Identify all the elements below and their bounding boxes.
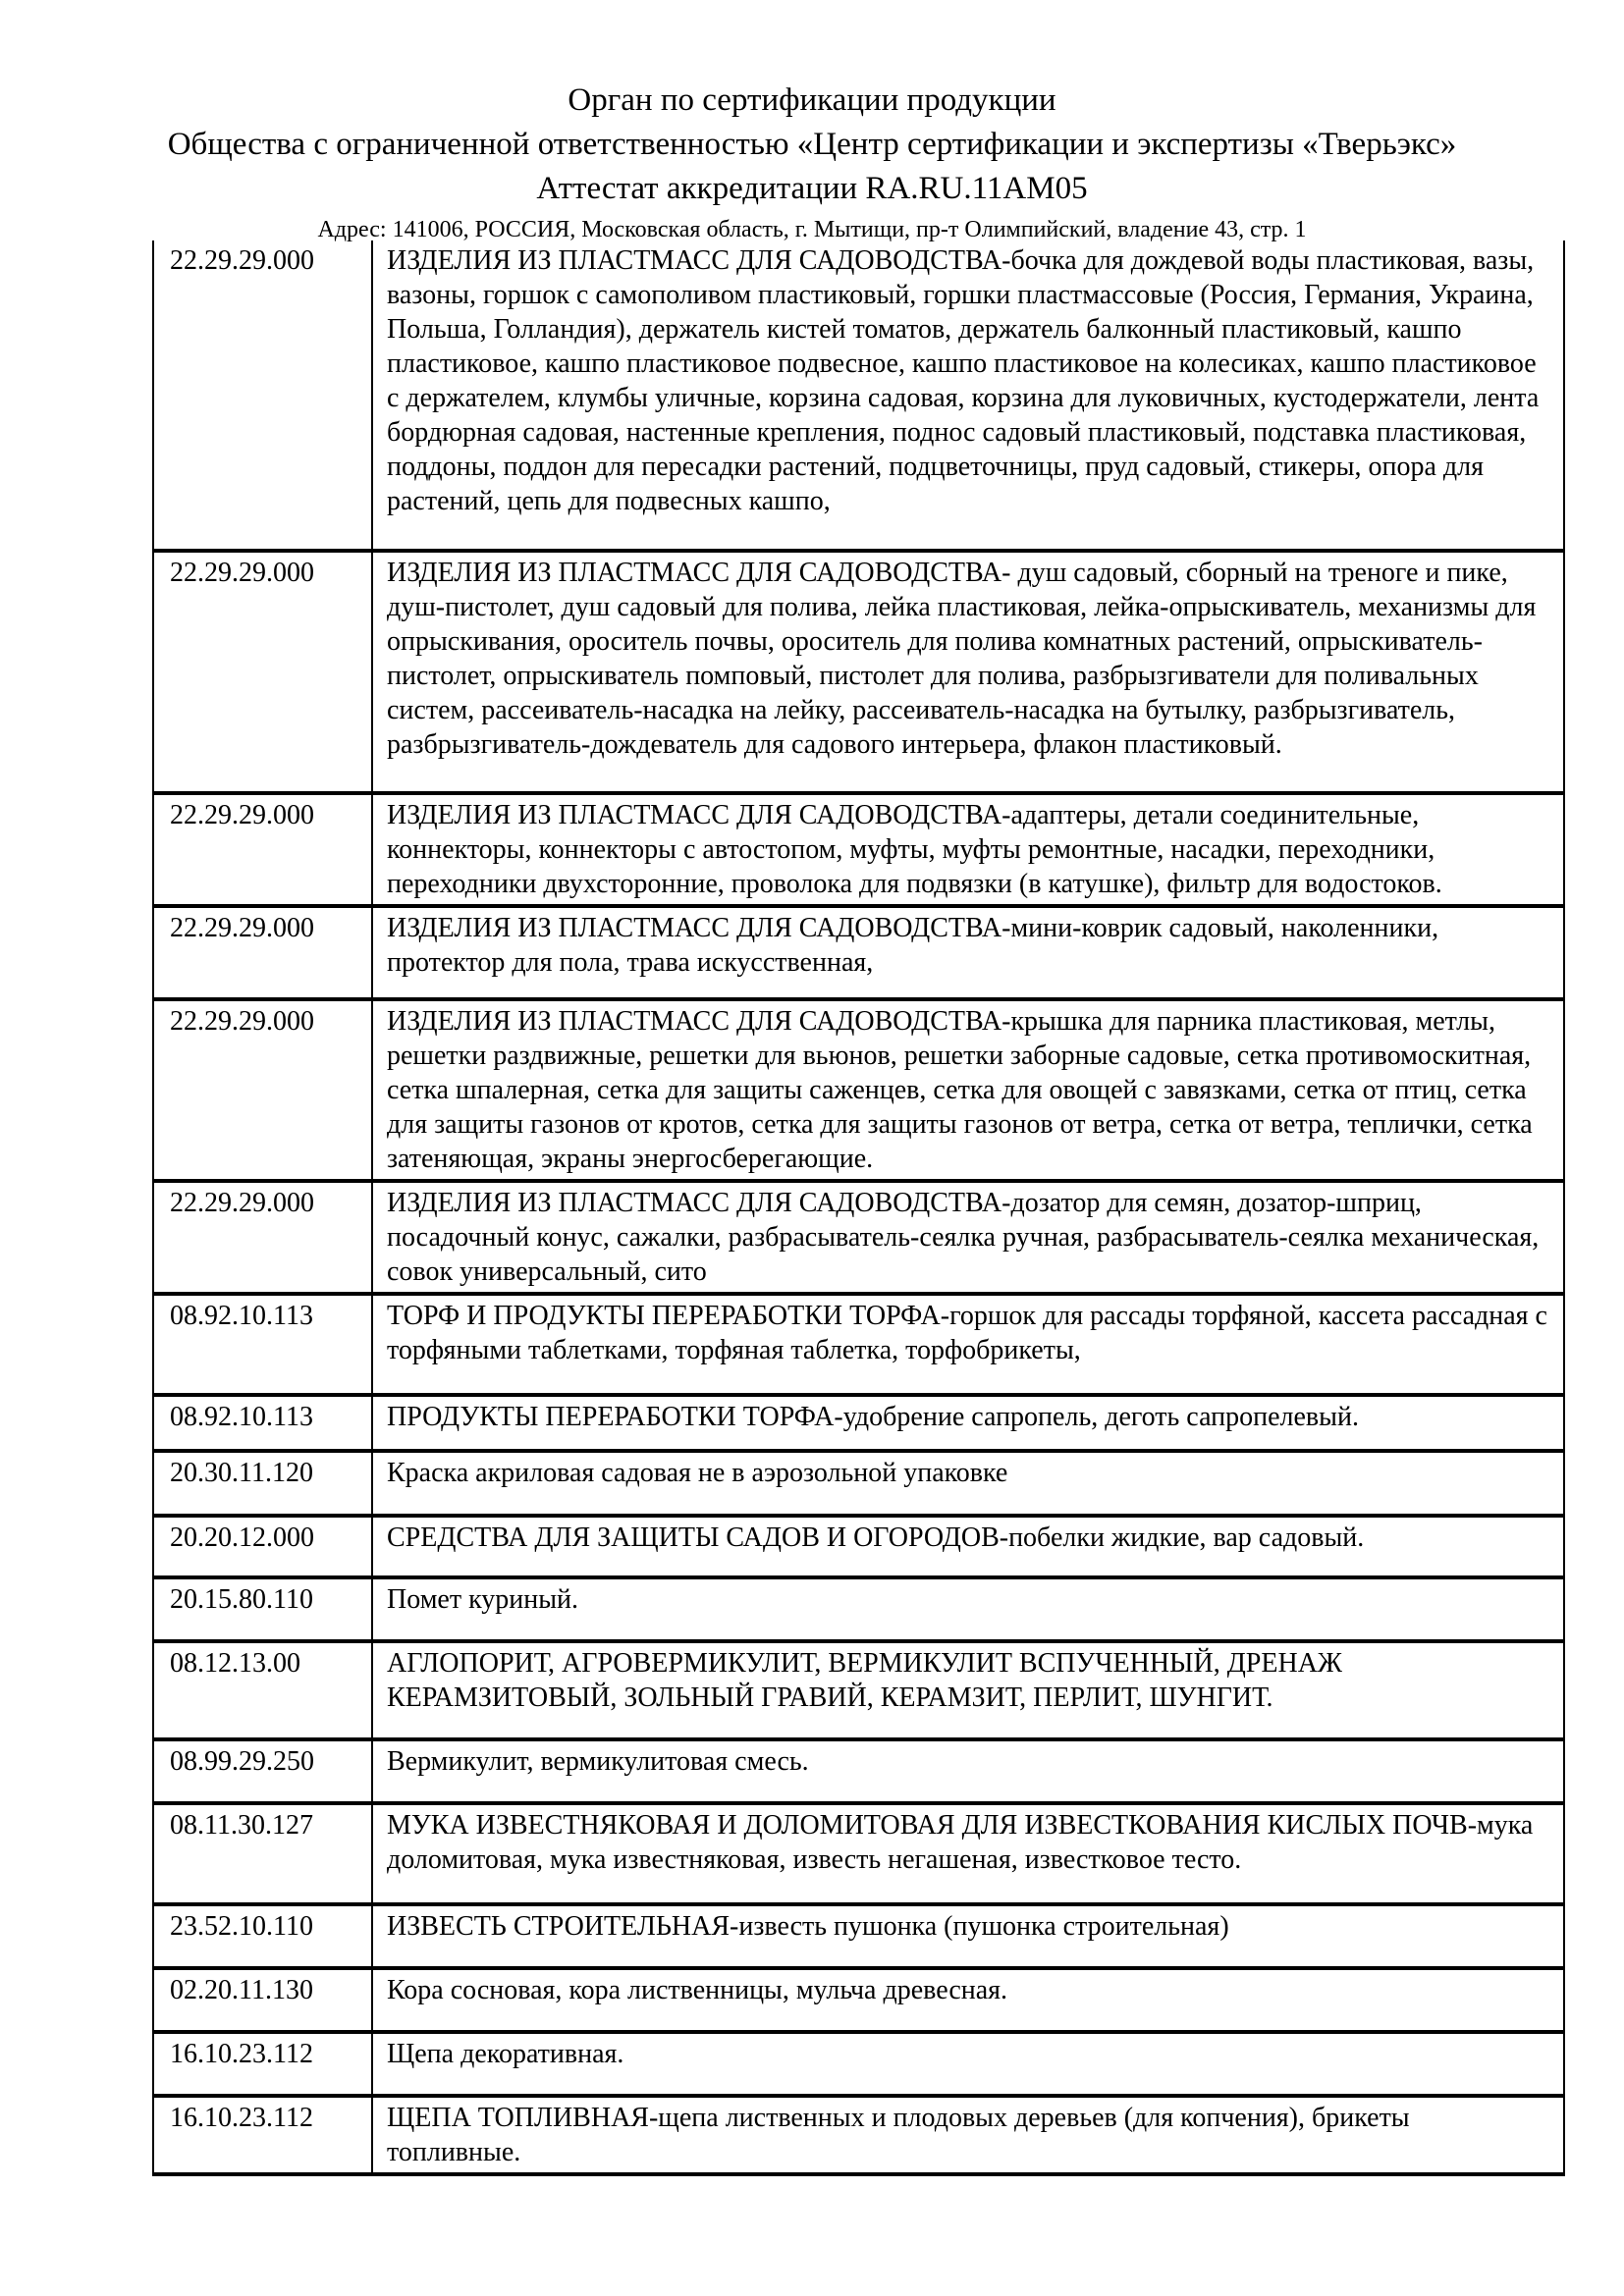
code-cell: 08.11.30.127	[153, 1803, 372, 1904]
code-cell: 20.15.80.110	[153, 1577, 372, 1641]
table-row	[153, 1516, 1564, 1577]
table-row	[153, 1451, 1564, 1516]
table-row	[153, 1641, 1564, 1739]
description-cell: АГЛОПОРИТ, АГРОВЕРМИКУЛИТ, ВЕРМИКУЛИТ ВСПУЧЕННЫЙ, ДРЕНАЖ КЕРАМЗИТОВЫЙ, ЗОЛЬНЫЙ ГРАВИЙ, КЕРАМЗИТ, ПЕРЛИТ, ШУНГИТ.	[372, 1641, 1564, 1739]
code-cell: 22.29.29.000	[153, 240, 372, 551]
table-row	[153, 1395, 1564, 1451]
table-row	[153, 2032, 1564, 2096]
description-cell: ТОРФ И ПРОДУКТЫ ПЕРЕРАБОТКИ ТОРФА-горшок для рассады торфяной, кассета рассадная с торфяными таблетками, торфяная таблетка, торфобрикеты,	[372, 1294, 1564, 1395]
code-cell: 22.29.29.000	[153, 793, 372, 906]
description-cell: ПРОДУКТЫ ПЕРЕРАБОТКИ ТОРФА-удобрение сапропель, деготь сапропелевый.	[372, 1395, 1564, 1451]
description-cell: СРЕДСТВА ДЛЯ ЗАЩИТЫ САДОВ И ОГОРОДОВ-побелки жидкие, вар садовый.	[372, 1516, 1564, 1577]
code-cell: 08.12.13.00	[153, 1641, 372, 1739]
code-cell: 02.20.11.130	[153, 1968, 372, 2032]
description-cell: Вермикулит, вермикулитовая смесь.	[372, 1739, 1564, 1803]
organization-address: Адрес: 141006, РОССИЯ, Московская область, г. Мытищи, пр-т Олимпийский, владение 43, стр. 1	[317, 217, 1307, 242]
document-header	[0, 79, 1624, 248]
code-cell: 22.29.29.000	[153, 906, 372, 999]
description-cell: ИЗВЕСТЬ СТРОИТЕЛЬНАЯ-известь пушонка (пушонка строительная)	[372, 1904, 1564, 1968]
code-cell: 20.30.11.120	[153, 1451, 372, 1516]
table-row	[153, 793, 1564, 906]
description-cell: ИЗДЕЛИЯ ИЗ ПЛАСТМАСС ДЛЯ САДОВОДСТВА-адаптеры, детали соединительные, коннекторы, коннекторы с автостопом, муфты, муфты ремонтные, насадки, переходники, переходники двухсторонние, проволока для подвязки (в катушке), фильтр для водостоков.	[372, 793, 1564, 906]
code-cell: 22.29.29.000	[153, 551, 372, 793]
code-cell: 08.92.10.113	[153, 1395, 372, 1451]
table-row	[153, 1294, 1564, 1395]
product-codes-table	[152, 240, 1565, 2176]
product-table-body	[153, 240, 1564, 2174]
table-row	[153, 1181, 1564, 1294]
description-cell: ИЗДЕЛИЯ ИЗ ПЛАСТМАСС ДЛЯ САДОВОДСТВА-дозатор для семян, дозатор-шприц, посадочный конус, сажалки, разбрасыватель-сеялка ручная, разбрасыватель-сеялка механическая, совок универсальный, сито	[372, 1181, 1564, 1294]
certification-body-title: Орган по сертификации продукции	[568, 82, 1056, 118]
table-row	[153, 1739, 1564, 1803]
table-row	[153, 1577, 1564, 1641]
description-cell: ИЗДЕЛИЯ ИЗ ПЛАСТМАСС ДЛЯ САДОВОДСТВА-бочка для дождевой воды пластиковая, вазы, вазоны, горшок с самополивом пластиковый, горшки пластмассовые (Россия, Германия, Украина, Польша, Голландия), держатель кистей томатов, держатель балконный пластиковый, кашпо пластиковое, кашпо пластиковое подвесное, кашпо пластиковое на колесиках, кашпо пластиковое с держателем, клумбы уличные, корзина садовая, корзина для луковичных, кустодержатели, лента бордюрная садовая, настенные крепления, поднос садовый пластиковый, подставка пластиковая, поддоны, поддон для пересадки растений, подцветочницы, пруд садовый, стикеры, опора для растений, цепь для подвесных кашпо,	[387, 245, 1540, 516]
table-row	[153, 999, 1564, 1181]
description-cell: Помет куриный.	[372, 1577, 1564, 1641]
code-cell: 16.10.23.112	[153, 2096, 372, 2174]
table-row	[153, 2096, 1564, 2174]
table-row	[153, 906, 1564, 999]
code-cell: 22.29.29.000	[153, 999, 372, 1181]
organization-name: Общества с ограниченной ответственностью «Центр сертификации и экспертизы «Тверьэкс»	[167, 127, 1457, 162]
table-row	[153, 1803, 1564, 1904]
description-cell: Краска акриловая садовая не в аэрозольной упаковке	[372, 1451, 1564, 1516]
description-cell: ИЗДЕЛИЯ ИЗ ПЛАСТМАСС ДЛЯ САДОВОДСТВА-мини-коврик садовый, наколенники, протектор для пола, трава искусственная,	[372, 906, 1564, 999]
code-cell: 08.92.10.113	[153, 1294, 372, 1395]
description-cell: Кора сосновая, кора лиственницы, мульча древесная.	[372, 1968, 1564, 2032]
code-cell: 08.99.29.250	[153, 1739, 372, 1803]
description-cell: ИЗДЕЛИЯ ИЗ ПЛАСТМАСС ДЛЯ САДОВОДСТВА-крышка для парника пластиковая, метлы, решетки раздвижные, решетки для вьюнов, решетки заборные садовые, сетка противомоскитная, сетка шпалерная, сетка для защиты саженцев, сетка для овощей с завязками, сетка от птиц, сетка для защиты газонов от кротов, сетка для защиты газонов от ветра, сетка от ветра, теплички, сетка затеняющая, экраны энергосберегающие.	[372, 999, 1564, 1181]
table-row	[153, 240, 1564, 551]
description-cell: Щепа декоративная.	[372, 2032, 1564, 2096]
code-cell: 16.10.23.112	[153, 2032, 372, 2096]
description-cell: ЩЕПА ТОПЛИВНАЯ-щепа лиственных и плодовых деревьев (для копчения), брикеты топливные.	[372, 2096, 1564, 2174]
accreditation-certificate: Аттестат аккредитации RA.RU.11АМ05	[536, 171, 1088, 206]
code-cell: 23.52.10.110	[153, 1904, 372, 1968]
code-cell: 20.20.12.000	[153, 1516, 372, 1577]
code-cell: 22.29.29.000	[153, 1181, 372, 1294]
table-row	[153, 551, 1564, 793]
table-row	[153, 1968, 1564, 2032]
description-cell: МУКА ИЗВЕСТНЯКОВАЯ И ДОЛОМИТОВАЯ ДЛЯ ИЗВЕСТКОВАНИЯ КИСЛЫХ ПОЧВ-мука доломитовая, мука известняковая, известь негашеная, известковое тесто.	[372, 1803, 1564, 1904]
table-row	[153, 1904, 1564, 1968]
description-cell: ИЗДЕЛИЯ ИЗ ПЛАСТМАСС ДЛЯ САДОВОДСТВА- душ садовый, сборный на треноге и пике, душ-пистолет, душ садовый для полива, лейка пластиковая, лейка-опрыскиватель, механизмы для опрыскивания, ороситель почвы, ороситель для полива комнатных растений, опрыскиватель-пистолет, опрыскиватель помповый, пистолет для полива, разбрызгиватели для поливальных систем, рассеиватель-насадка на лейку, рассеиватель-насадка на бутылку, разбрызгиватель, разбрызгиватель-дождеватель для садового интерьера, флакон пластиковый.	[372, 551, 1564, 793]
